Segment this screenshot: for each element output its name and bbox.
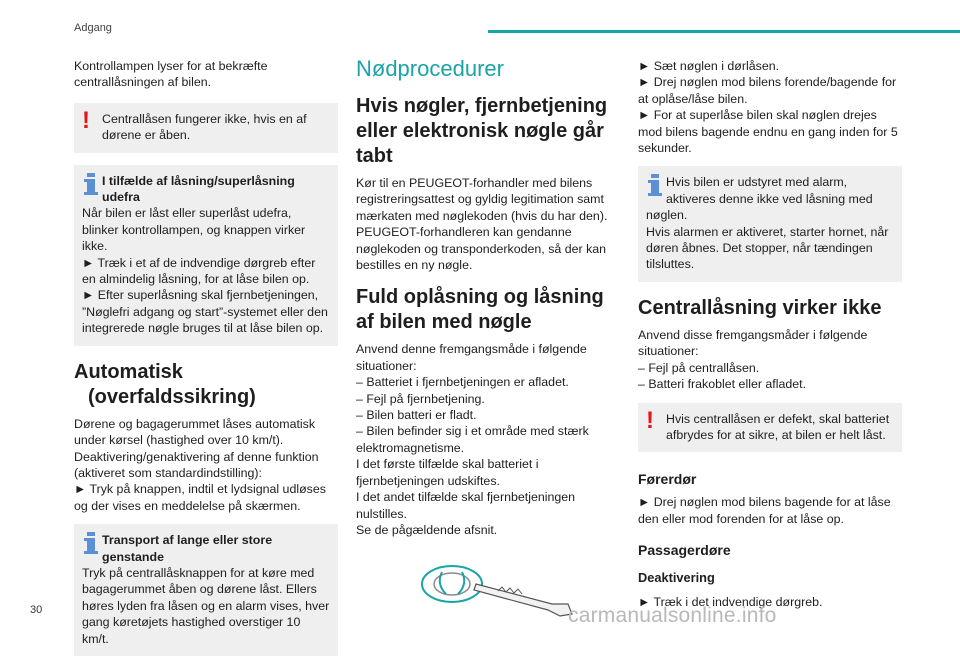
warning-icon: ! — [646, 406, 654, 434]
lost-keys-body: Kør til en PEUGEOT-forhandler med bilens registreringsattest og gyldig legitimation samt mærkaten med nøglekoden (hvis du har den). PEUGEOT-forhandleren kan gendanne nøglekoden og transponderkoden, så der kan bestilles en ny nøgle. — [356, 176, 608, 273]
page-number: 30 — [30, 604, 43, 616]
deactivation-body: ► Træk i det indvendige dørgreb. — [638, 595, 823, 610]
info-body: Tryk på centrallåsknappen for at køre med bagagerummet åben og dørene låst. Ellers høres lyden fra låsen og en alarm vises, hver gang køretøjets hastighed overstiger 10 km/t. — [82, 565, 330, 646]
info-box-outside-locking — [74, 165, 338, 346]
info-title: Transport af lange eller store genstande — [102, 533, 273, 564]
info-body: Når bilen er låst eller superlåst udefra, blinker kontrollampen, og knappen virker ikke. ► Træk i et af de indvendige dørgreb efter en almindelig låsning, for at låse bilen op. ► Efter superlåsning skal fjernbetjeningen, ”Nøglefri adgang og start”-systemet eller den integrerede nøgle bruges til at låse bilen op. — [82, 206, 328, 336]
column-3 — [638, 58, 902, 611]
info-box-transport — [74, 524, 338, 656]
warning-text: Hvis centrallåsen er defekt, skal batteriet afbrydes for at sikre, at bilen er helt låst. — [666, 411, 890, 442]
running-header-title: Adgang — [74, 22, 112, 34]
info-icon — [646, 174, 664, 196]
warning-box-battery — [638, 403, 902, 453]
watermark: carmanualsonline.info — [568, 604, 777, 627]
info-box-alarm — [638, 166, 902, 281]
section-heading: Nødprocedurer — [356, 56, 504, 81]
heading-automatic — [74, 360, 338, 410]
warning-text: Centrallåsen fungerer ikke, hvis en af dørene er åben. — [102, 111, 307, 143]
full-unlock-body: Anvend denne fremgangsmåde i følgende situationer: – Batteriet i fjernbetjeningen er afladet. – Fejl på fjernbetjening. – Bilen batteri er fladt. – Bilen befinder sig i et område med stærk elektromagnetisme. I det første tilfælde skal batteriet i fjernbetjeningen udskiftes. I det andet tilfælde skal fjernbetjeningen nulstilles. Se de pågældende afsnit. — [356, 342, 589, 537]
intro-paragraph: Kontrollampen lyser for at bekræfte centrallåsningen af bilen. — [74, 59, 268, 90]
info-icon — [82, 173, 100, 195]
key-steps: ► Sæt nøglen i dørlåsen. ► Drej nøglen mod bilens forende/bagende for at oplåse/låse bilen. ► For at superlåse bilen skal nøglen drejes mod bilens bagende endnu en gang inden for 5 sekunder. — [638, 59, 898, 156]
driver-door-body: ► Drej nøglen mod bilens bagende for at låse den eller mod forenden for at låse op. — [638, 495, 891, 526]
warning-icon: ! — [82, 106, 90, 134]
column-2 — [356, 56, 620, 625]
automatic-body: Dørene og bagagerummet låses automatisk under kørsel (hastighed over 10 km/t). Deaktivering/genaktivering af denne funktion (aktiveret som standardindstilling): ► Tryk på knappen, indtil et lydsignal udløses og der vises en meddelelse på skærmen. — [74, 416, 326, 513]
heading-driver-door: Førerdør — [638, 471, 697, 488]
info-body: nøglen. Hvis alarmen er aktiveret, starter hornet, når døren åbnes. Det stopper, når tændingen tilsluttes. — [646, 208, 889, 272]
heading-passenger-doors: Passagerdøre — [638, 542, 731, 559]
heading-automatic-line1: Automatisk — [74, 360, 183, 383]
heading-deactivation: Deaktivering — [638, 570, 715, 586]
heading-lost-keys: Hvis nøgler, fjernbetjening eller elektronisk nøgle går tabt — [356, 95, 608, 167]
warning-box-doors — [74, 103, 338, 153]
info-title: I tilfælde af låsning/superlåsning udefra — [102, 173, 295, 205]
header-accent-bar — [488, 30, 960, 33]
central-locking-body: Anvend disse fremgangsmåder i følgende situationer: – Fejl på centrallåsen. – Batteri frakoblet eller afladet. — [638, 327, 868, 392]
heading-central-locking: Centrallåsning virker ikke — [638, 296, 882, 319]
column-1 — [74, 58, 338, 668]
info-icon — [82, 532, 100, 554]
info-lead: Hvis bilen er udstyret med alarm, aktiveres denne ikke ved låsning med — [666, 175, 873, 206]
heading-full-unlock: Fuld oplåsning og låsning af bilen med nøgle — [356, 286, 604, 334]
heading-automatic-line2: (overfaldssikring) — [88, 385, 256, 408]
